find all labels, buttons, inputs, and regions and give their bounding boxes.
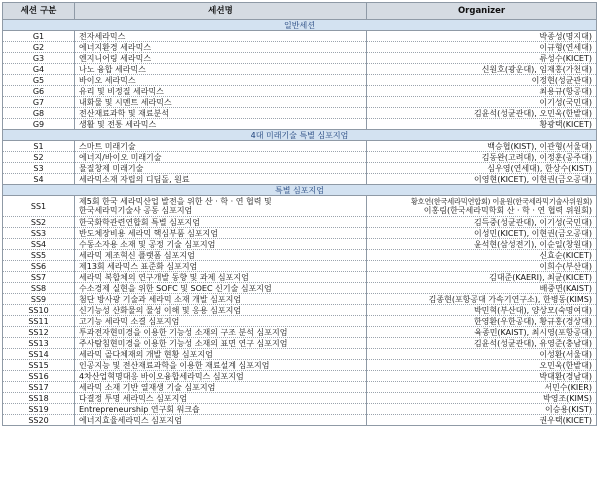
col-header-session-name: 세션명 bbox=[75, 3, 367, 20]
session-organizer: 이성환(서울대) bbox=[367, 349, 597, 360]
table-row bbox=[3, 338, 597, 349]
table-row bbox=[3, 349, 597, 360]
table-row bbox=[3, 163, 597, 174]
table-row bbox=[3, 371, 597, 382]
table-row bbox=[3, 316, 597, 327]
session-code: SS4 bbox=[3, 239, 75, 250]
session-name: 전자세라믹스 bbox=[75, 31, 367, 42]
session-code: S3 bbox=[3, 163, 75, 174]
session-name: 바이오 세라믹스 bbox=[75, 75, 367, 86]
table-row bbox=[3, 415, 597, 426]
session-organizer: 이희수(부산대) bbox=[367, 261, 597, 272]
session-organizer: 김득중(성균관대), 이기성(국민대) bbox=[367, 217, 597, 228]
session-code: G8 bbox=[3, 108, 75, 119]
session-table bbox=[2, 2, 597, 426]
table-body bbox=[3, 20, 597, 426]
session-code: SS13 bbox=[3, 338, 75, 349]
table-row bbox=[3, 53, 597, 64]
organizer-line: 황호연(한국세라믹연합회) 이윤원(한국세라믹기술사위원회) bbox=[410, 197, 592, 206]
session-organizer: 윤석현(삼성전기), 이순일(창원대) bbox=[367, 239, 597, 250]
session-name: 세라믹 제조혁신 플랫폼 심포지엄 bbox=[75, 250, 367, 261]
table-row bbox=[3, 327, 597, 338]
table-row bbox=[3, 305, 597, 316]
session-organizer: 류성수(KICET) bbox=[367, 53, 597, 64]
session-code: S2 bbox=[3, 152, 75, 163]
table-row bbox=[3, 261, 597, 272]
session-name: 주사탐침현미경을 이용한 기능성 소재의 표면 연구 심포지엄 bbox=[75, 338, 367, 349]
session-name: 에너지효율세라믹스 심포지엄 bbox=[75, 415, 367, 426]
session-code: SS14 bbox=[3, 349, 75, 360]
session-organizer: 배중면(KAIST) bbox=[367, 283, 597, 294]
session-organizer: 박대환(경남대) bbox=[367, 371, 597, 382]
session-code: S1 bbox=[3, 141, 75, 152]
session-code: SS17 bbox=[3, 382, 75, 393]
table-row bbox=[3, 196, 597, 217]
session-organizer: 김윤석(성균관대), 오민욱(한밭대) bbox=[367, 108, 597, 119]
session-code: G9 bbox=[3, 119, 75, 130]
session-name: 인공지능 및 전산재료과학을 이용한 재료설계 심포지엄 bbox=[75, 360, 367, 371]
table-row bbox=[3, 42, 597, 53]
session-name: 에너지환경 세라믹스 bbox=[75, 42, 367, 53]
session-name: 신기능성 산화물의 물성 이해 및 응용 심포지엄 bbox=[75, 305, 367, 316]
table-row bbox=[3, 404, 597, 415]
session-name: 반도체장비용 세라믹 핵심부품 심포지엄 bbox=[75, 228, 367, 239]
session-organizer: 이영현(KICET), 이현권(금오공대) bbox=[367, 174, 597, 185]
table-row bbox=[3, 228, 597, 239]
table-row bbox=[3, 393, 597, 404]
session-name: 생활 및 전통 세라믹스 bbox=[75, 119, 367, 130]
session-organizer: 신효순(KICET) bbox=[367, 250, 597, 261]
session-name: 물질창제 미래기술 bbox=[75, 163, 367, 174]
session-name: 고기능 세라믹 소결 심포지엄 bbox=[75, 316, 367, 327]
table-row bbox=[3, 152, 597, 163]
session-name: Entrepreneurship 연구회 워크숍 bbox=[75, 404, 367, 415]
session-name: 첨단 방사광 기술과 세라믹 소재 개발 심포지엄 bbox=[75, 294, 367, 305]
session-organizer: 이기성(국민대) bbox=[367, 97, 597, 108]
session-organizer: 오민욱(한밭대) bbox=[367, 360, 597, 371]
table-row bbox=[3, 382, 597, 393]
session-code: G2 bbox=[3, 42, 75, 53]
session-name: 스마트 미래기술 bbox=[75, 141, 367, 152]
session-name: 수동소자용 소재 및 공정 기술 심포지엄 bbox=[75, 239, 367, 250]
table-row bbox=[3, 31, 597, 42]
table-row bbox=[3, 141, 597, 152]
session-code: G3 bbox=[3, 53, 75, 64]
session-code: SS10 bbox=[3, 305, 75, 316]
col-header-session-type: 세션 구분 bbox=[3, 3, 75, 20]
session-name: 4차산업혁명대응 바이오융합세라믹스 심포지엄 bbox=[75, 371, 367, 382]
session-organizer: 신원호(광운대), 임재홍(가천대) bbox=[367, 64, 597, 75]
session-code: G7 bbox=[3, 97, 75, 108]
session-organizer: 이승용(KIST) bbox=[367, 404, 597, 415]
session-code: SS9 bbox=[3, 294, 75, 305]
session-name: 제13회 세라믹스 표준화 심포지엄 bbox=[75, 261, 367, 272]
session-organizer: 권우택(KICET) bbox=[367, 415, 597, 426]
session-organizer: 육종민(KAIST), 최시영(포항공대) bbox=[367, 327, 597, 338]
session-organizer: 이규형(연세대) bbox=[367, 42, 597, 53]
table-row bbox=[3, 217, 597, 228]
session-code: SS20 bbox=[3, 415, 75, 426]
session-code: SS2 bbox=[3, 217, 75, 228]
session-code: SS1 bbox=[3, 196, 75, 217]
session-name-line: 제5회 한국 세라믹산업 발전을 위한 산 · 학 · 연 협력 및 bbox=[79, 197, 272, 206]
session-code: SS18 bbox=[3, 393, 75, 404]
session-organizer: 박영조(KIMS) bbox=[367, 393, 597, 404]
session-code: SS7 bbox=[3, 272, 75, 283]
session-name: 세라믹 골다체재의 개발 현황 심포지엄 bbox=[75, 349, 367, 360]
table-row bbox=[3, 250, 597, 261]
session-organizer: 최용규(항공대) bbox=[367, 86, 597, 97]
section-title: 4대 미래기술 특별 심포지엄 bbox=[3, 130, 597, 141]
table-row bbox=[3, 272, 597, 283]
section-title: 특별 심포지엄 bbox=[3, 185, 597, 196]
table-row bbox=[3, 86, 597, 97]
session-organizer: 박종성(명지대) bbox=[367, 31, 597, 42]
session-organizer: 박민혁(부산대), 양상모(숙명여대) bbox=[367, 305, 597, 316]
session-code: SS3 bbox=[3, 228, 75, 239]
session-code: SS6 bbox=[3, 261, 75, 272]
session-code: SS5 bbox=[3, 250, 75, 261]
table-row bbox=[3, 119, 597, 130]
session-code: G1 bbox=[3, 31, 75, 42]
section-header-row bbox=[3, 20, 597, 31]
col-header-organizer: Organizer bbox=[367, 3, 597, 20]
session-organizer: 백승협(KIST), 이관형(서울대) bbox=[367, 141, 597, 152]
session-name: 투과전자현미경을 이용한 기능성 소재의 구조 분석 심포지엄 bbox=[75, 327, 367, 338]
session-name bbox=[75, 196, 367, 217]
table-row bbox=[3, 97, 597, 108]
session-code: G4 bbox=[3, 64, 75, 75]
session-organizer: 황광택(KICET) bbox=[367, 119, 597, 130]
session-code: SS11 bbox=[3, 316, 75, 327]
session-organizer: 김윤석(성균관대), 유영준(충남대) bbox=[367, 338, 597, 349]
session-code: S4 bbox=[3, 174, 75, 185]
session-name: 다결정 투명 세라믹스 심포지엄 bbox=[75, 393, 367, 404]
session-name: 에너지/바이오 미래기술 bbox=[75, 152, 367, 163]
session-organizer: 이성민(KICET), 이현권(금오공대) bbox=[367, 228, 597, 239]
table-header bbox=[3, 3, 597, 20]
session-name-line: 한국세라믹기술사 공동 심포지엄 bbox=[79, 206, 193, 215]
section-header-row bbox=[3, 130, 597, 141]
session-organizer: 이정현(성균관대) bbox=[367, 75, 597, 86]
session-name: 유리 및 비정질 세라믹스 bbox=[75, 86, 367, 97]
session-name: 전산재료과학 및 재료분석 bbox=[75, 108, 367, 119]
session-name: 세라믹 소재 기반 열재생 기술 심포지엄 bbox=[75, 382, 367, 393]
session-name: 내화물 및 시멘트 세라믹스 bbox=[75, 97, 367, 108]
table-row bbox=[3, 64, 597, 75]
table-row bbox=[3, 108, 597, 119]
session-name: 세라믹소재 자립의 디딤돌, 원료 bbox=[75, 174, 367, 185]
table-row bbox=[3, 294, 597, 305]
session-code: G6 bbox=[3, 86, 75, 97]
session-code: G5 bbox=[3, 75, 75, 86]
section-header-row bbox=[3, 185, 597, 196]
session-organizer: 한영환(우한공대), 황규홍(경상대) bbox=[367, 316, 597, 327]
session-name: 한국화학관련연합회 특별 심포지엄 bbox=[75, 217, 367, 228]
session-organizer: 김대준(KAERI), 최균(KICET) bbox=[367, 272, 597, 283]
table-row bbox=[3, 75, 597, 86]
session-name: 나노 융합 세라믹스 bbox=[75, 64, 367, 75]
session-code: SS16 bbox=[3, 371, 75, 382]
session-organizer: 심우영(연세대), 한상수(KIST) bbox=[367, 163, 597, 174]
table-row bbox=[3, 283, 597, 294]
table-row bbox=[3, 360, 597, 371]
section-title: 일반세션 bbox=[3, 20, 597, 31]
session-code: SS12 bbox=[3, 327, 75, 338]
session-name: 세라믹 복합체의 연구개발 동향 및 과제 심포지엄 bbox=[75, 272, 367, 283]
session-name: 수소경제 실현을 위한 SOFC 및 SOEC 신기술 심포지엄 bbox=[75, 283, 367, 294]
organizer-line: 이홍림(한국세라믹학회 산 · 학 · 연 협력 위원회) bbox=[423, 206, 592, 215]
table-row bbox=[3, 174, 597, 185]
session-code: SS8 bbox=[3, 283, 75, 294]
session-code: SS19 bbox=[3, 404, 75, 415]
table-row bbox=[3, 239, 597, 250]
session-organizer: 김종현(포항공대 가속기연구소), 한병동(KIMS) bbox=[367, 294, 597, 305]
session-organizer: 김동완(고려대), 이정훈(공주대) bbox=[367, 152, 597, 163]
session-code: SS15 bbox=[3, 360, 75, 371]
session-name: 엔지니어링 세라믹스 bbox=[75, 53, 367, 64]
session-organizer: 서민수(KIER) bbox=[367, 382, 597, 393]
session-organizer bbox=[367, 196, 597, 217]
